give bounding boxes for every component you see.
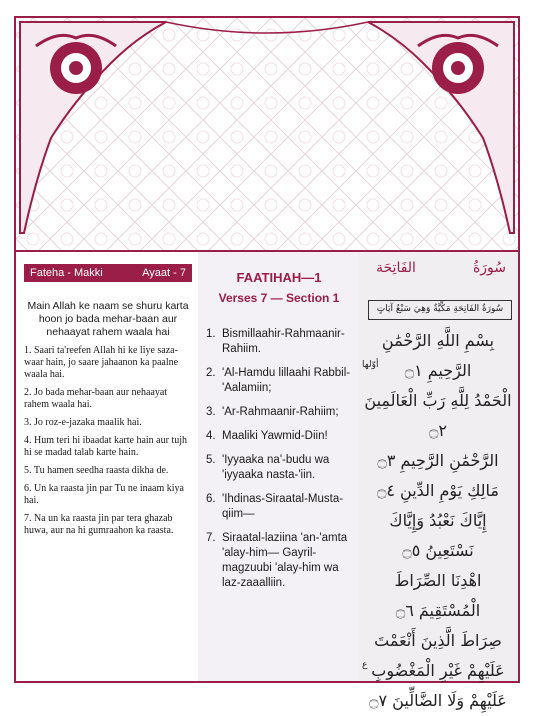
verse-item: [206, 453, 352, 483]
arabic-verse: إِيَّاكَ نَعْبُدُ وَإِيَّاكَ نَسْتَعِينُ ۝٥: [389, 511, 487, 560]
translation-lines: [24, 345, 192, 537]
surah-title: FAATIHAH—1: [236, 270, 322, 285]
verse-item: [206, 366, 352, 396]
arabic-surah-name: الفَاتِحَة: [376, 260, 416, 276]
translation-line: 5. Tu hamen seedha raasta dikha de.: [24, 465, 169, 476]
translation-line: 3. Jo roz-e-jazaka maalik hai.: [24, 417, 142, 428]
verse-number: 6.: [206, 493, 216, 505]
verse-list: [206, 327, 352, 591]
verse-number: 5.: [206, 454, 216, 466]
arabic-verse: صِرَاطَ الَّذِينَ أَنْعَمْتَ عَلَيْهِمْ غَيْرِ الْمَغْضُوبِ عَلَيْهِمْ وَلَا الضَّالِّينَ ۝٧: [369, 631, 507, 710]
arabic-verse: اهْدِنَا الصِّرَاطَ الْمُسْتَقِيمَ ۝٦: [394, 571, 482, 620]
revelation-label: Fateha - Makki: [30, 267, 103, 279]
verse-number: 4.: [206, 430, 216, 442]
verse-item: [206, 327, 352, 357]
translation-line: 6. Un ka raasta jin par Tu ne inaam kiya hai.: [24, 483, 184, 506]
verse-number: 3.: [206, 406, 216, 418]
arabic-surah-header: [358, 252, 518, 276]
arabic-verse: الرَّحْمَٰنِ الرَّحِيمِ ۝٣: [377, 451, 499, 470]
verse-text: 'Ar-Rahmaanir-Rahiim;: [222, 406, 339, 418]
urdu-translation-column: [16, 252, 198, 681]
translation-line: 4. Hum teri hi ibaadat karte hain aur tujh hi se madad talab karte hain.: [24, 435, 188, 458]
verse-number: 7.: [206, 532, 216, 544]
verse-text: Maaliki Yawmid-Diin!: [222, 430, 328, 442]
transliteration-column: [198, 252, 358, 681]
translation-line: 1. Saari ta'reefen Allah hi ke liye saza-waar hain, jo saare jahaanon ka paalne waala hai.: [24, 345, 179, 380]
arabic-surah-word: سُورَةُ: [472, 260, 506, 276]
verse-number: 1.: [206, 328, 216, 340]
decorative-header-ornament: [16, 18, 518, 250]
arabic-text-column: [358, 252, 518, 710]
arabic-surah-box: سُورَةُ الفَاتِحَةِ مَكِّيَّةٌ وَهِيَ سَبْعُ آيَاتٍ: [368, 300, 512, 320]
page-frame: [14, 16, 520, 710]
verse-text: 'Iyyaaka na'-budu wa 'iyyaaka nasta-'iin.: [222, 454, 330, 481]
verse-item: [206, 429, 352, 444]
arabic-verse: بِسْمِ اللَّهِ الرَّحْمَٰنِ الرَّحِيمِ ۝١: [381, 331, 495, 380]
arabic-verse: الْحَمْدُ لِلَّهِ رَبِّ الْعَالَمِينَ ۝٢: [364, 391, 512, 440]
bismillah-translation: Main Allah ke naam se shuru karta hoon jo bada mehar-baan aur nehaayat rahem waala hai: [27, 300, 189, 338]
verse-number: 2.: [206, 367, 216, 379]
verse-text: 'Ihdinas-Siraatal-Musta-qiim—: [222, 493, 344, 520]
verse-item: [206, 405, 352, 420]
arabic-verse: مَالِكِ يَوْمِ الدِّينِ ۝٤: [376, 481, 499, 500]
verse-item: [206, 531, 352, 591]
arabic-verses: [358, 326, 518, 716]
verse-item: [206, 492, 352, 522]
side-marker-top: أوّلها: [362, 360, 379, 370]
verse-text: Bismillaahir-Rahmaanir-Rahiim.: [222, 328, 345, 355]
surah-subtitle: Verses 7 — Section 1: [218, 291, 340, 305]
verse-text: Siraatal-laziina 'an-'amta 'alay-him— Gayril-magzuubi 'alay-him wa laz-zaaalliin.: [222, 532, 348, 589]
surah-info-band: [24, 264, 192, 282]
translation-line: 7. Na un ka raasta jin par tera ghazab huwa, aur na hi gumraahon ka raasta.: [24, 513, 174, 536]
side-marker-bottom: ع: [362, 660, 368, 670]
verse-text: 'Al-Hamdu lillaahi Rabbil- 'Aalamiin;: [222, 367, 351, 394]
ayaat-count-label: Ayaat - 7: [142, 267, 186, 279]
translation-line: 2. Jo bada mehar-baan aur nehaayat rahem waala hai.: [24, 387, 168, 410]
